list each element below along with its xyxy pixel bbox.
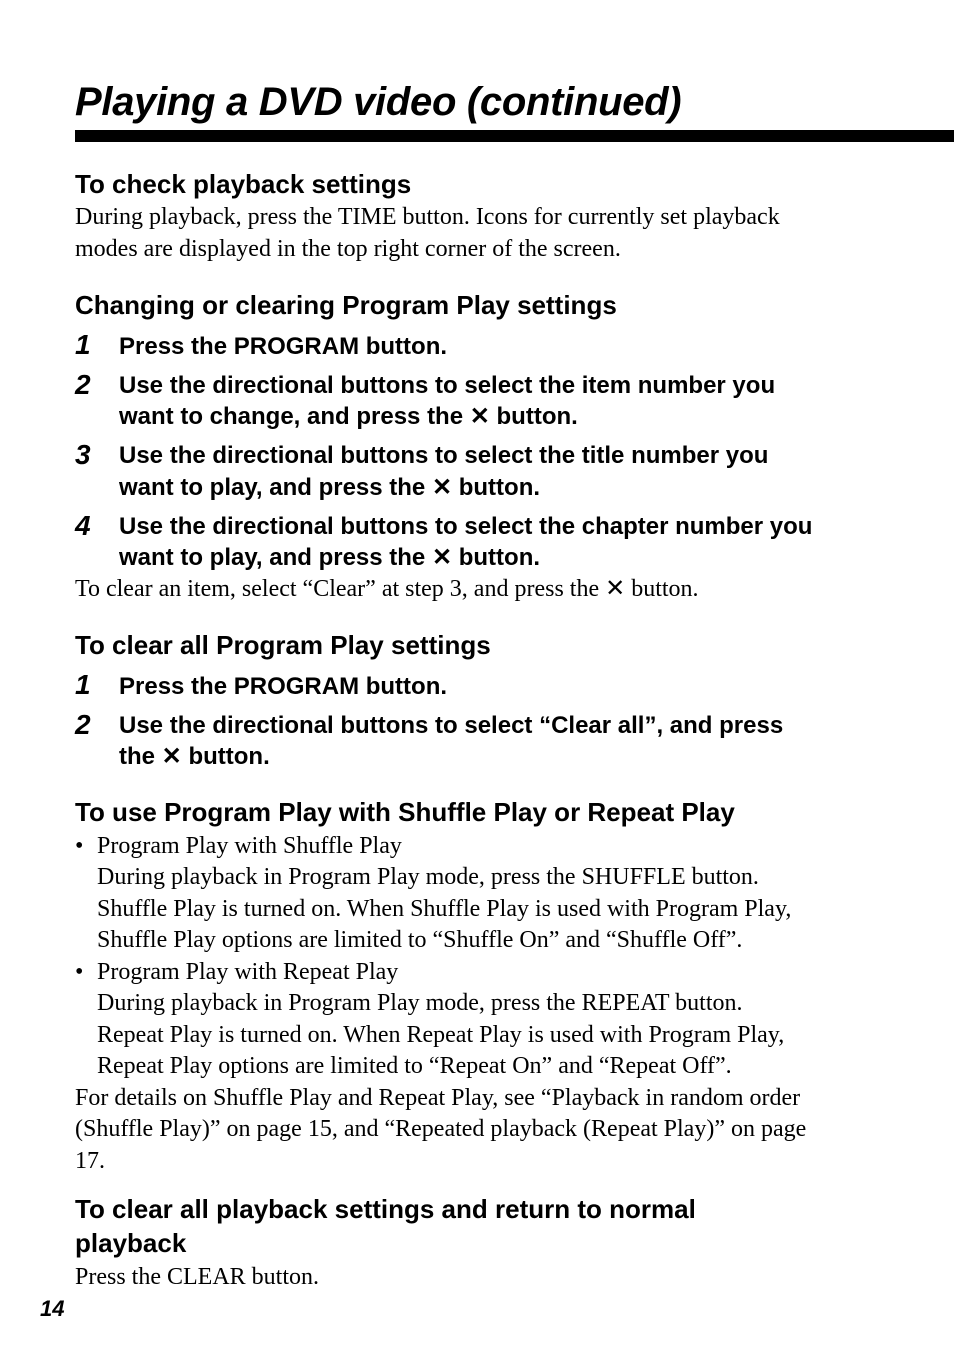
bullet-text-line: Repeat Play options are limited to “Repeat On” and “Repeat Off”. bbox=[97, 1053, 732, 1079]
page-number: 14 bbox=[40, 1296, 65, 1321]
section-heading-clear-all: To clear all Program Play settings bbox=[75, 630, 491, 660]
bullet-mark: • bbox=[75, 959, 84, 985]
clear-playback-text: Press the CLEAR button. bbox=[75, 1264, 319, 1290]
step-text: Press the PROGRAM button. bbox=[119, 333, 448, 360]
bullet-title: Program Play with Shuffle Play bbox=[97, 833, 402, 859]
step-text: want to change, and press the ✕ button. bbox=[119, 403, 578, 430]
section-heading-clear-playback: To clear all playback settings and return to normal bbox=[75, 1194, 696, 1224]
step-text: want to play, and press the ✕ button. bbox=[119, 544, 541, 571]
change-note: To clear an item, select “Clear” at step 3, and press the ✕ button. bbox=[75, 576, 699, 602]
step-number: 3 bbox=[75, 439, 91, 470]
title-rule bbox=[75, 130, 954, 142]
bullet-text-line: During playback in Program Play mode, press the REPEAT button. bbox=[97, 990, 743, 1016]
step-number: 1 bbox=[75, 669, 91, 700]
step-number: 2 bbox=[75, 369, 91, 400]
step-text: Use the directional buttons to select “Clear all”, and press bbox=[119, 712, 784, 739]
step-text: the ✕ button. bbox=[119, 743, 270, 770]
step-number: 2 bbox=[75, 709, 91, 740]
step-text: Use the directional buttons to select the title number you bbox=[119, 442, 769, 469]
details-text-line: (Shuffle Play)” on page 15, and “Repeated playback (Repeat Play)” on page bbox=[75, 1116, 807, 1142]
bullet-text-line: Shuffle Play is turned on. When Shuffle Play is used with Program Play, bbox=[97, 896, 792, 922]
details-text-line: 17. bbox=[75, 1148, 105, 1174]
bullet-text-line: Repeat Play is turned on. When Repeat Play is used with Program Play, bbox=[97, 1022, 785, 1048]
check-text-line: modes are displayed in the top right corner of the screen. bbox=[75, 236, 621, 262]
bullet-text-line: During playback in Program Play mode, press the SHUFFLE button. bbox=[97, 864, 759, 890]
bullet-title: Program Play with Repeat Play bbox=[97, 959, 399, 985]
section-heading-check: To check playback settings bbox=[75, 169, 412, 199]
bullet-text-line: Shuffle Play options are limited to “Shuffle On” and “Shuffle Off”. bbox=[97, 927, 743, 953]
bullet-mark: • bbox=[75, 833, 84, 859]
step-text: want to play, and press the ✕ button. bbox=[119, 474, 541, 501]
section-heading-change: Changing or clearing Program Play settings bbox=[75, 290, 617, 320]
section-heading-program-with: To use Program Play with Shuffle Play or Repeat Play bbox=[75, 797, 735, 827]
page-title: Playing a DVD video (continued) bbox=[75, 80, 682, 124]
step-text: Use the directional buttons to select the chapter number you bbox=[119, 513, 813, 540]
step-text: Use the directional buttons to select the item number you bbox=[119, 372, 776, 399]
details-text-line: For details on Shuffle Play and Repeat Play, see “Playback in random order bbox=[75, 1085, 801, 1111]
step-number: 1 bbox=[75, 329, 91, 360]
step-number: 4 bbox=[75, 510, 91, 541]
step-text: Press the PROGRAM button. bbox=[119, 673, 448, 700]
check-text-line: During playback, press the TIME button. Icons for currently set playback bbox=[75, 204, 780, 230]
section-heading-clear-playback-cont: playback bbox=[75, 1228, 187, 1258]
